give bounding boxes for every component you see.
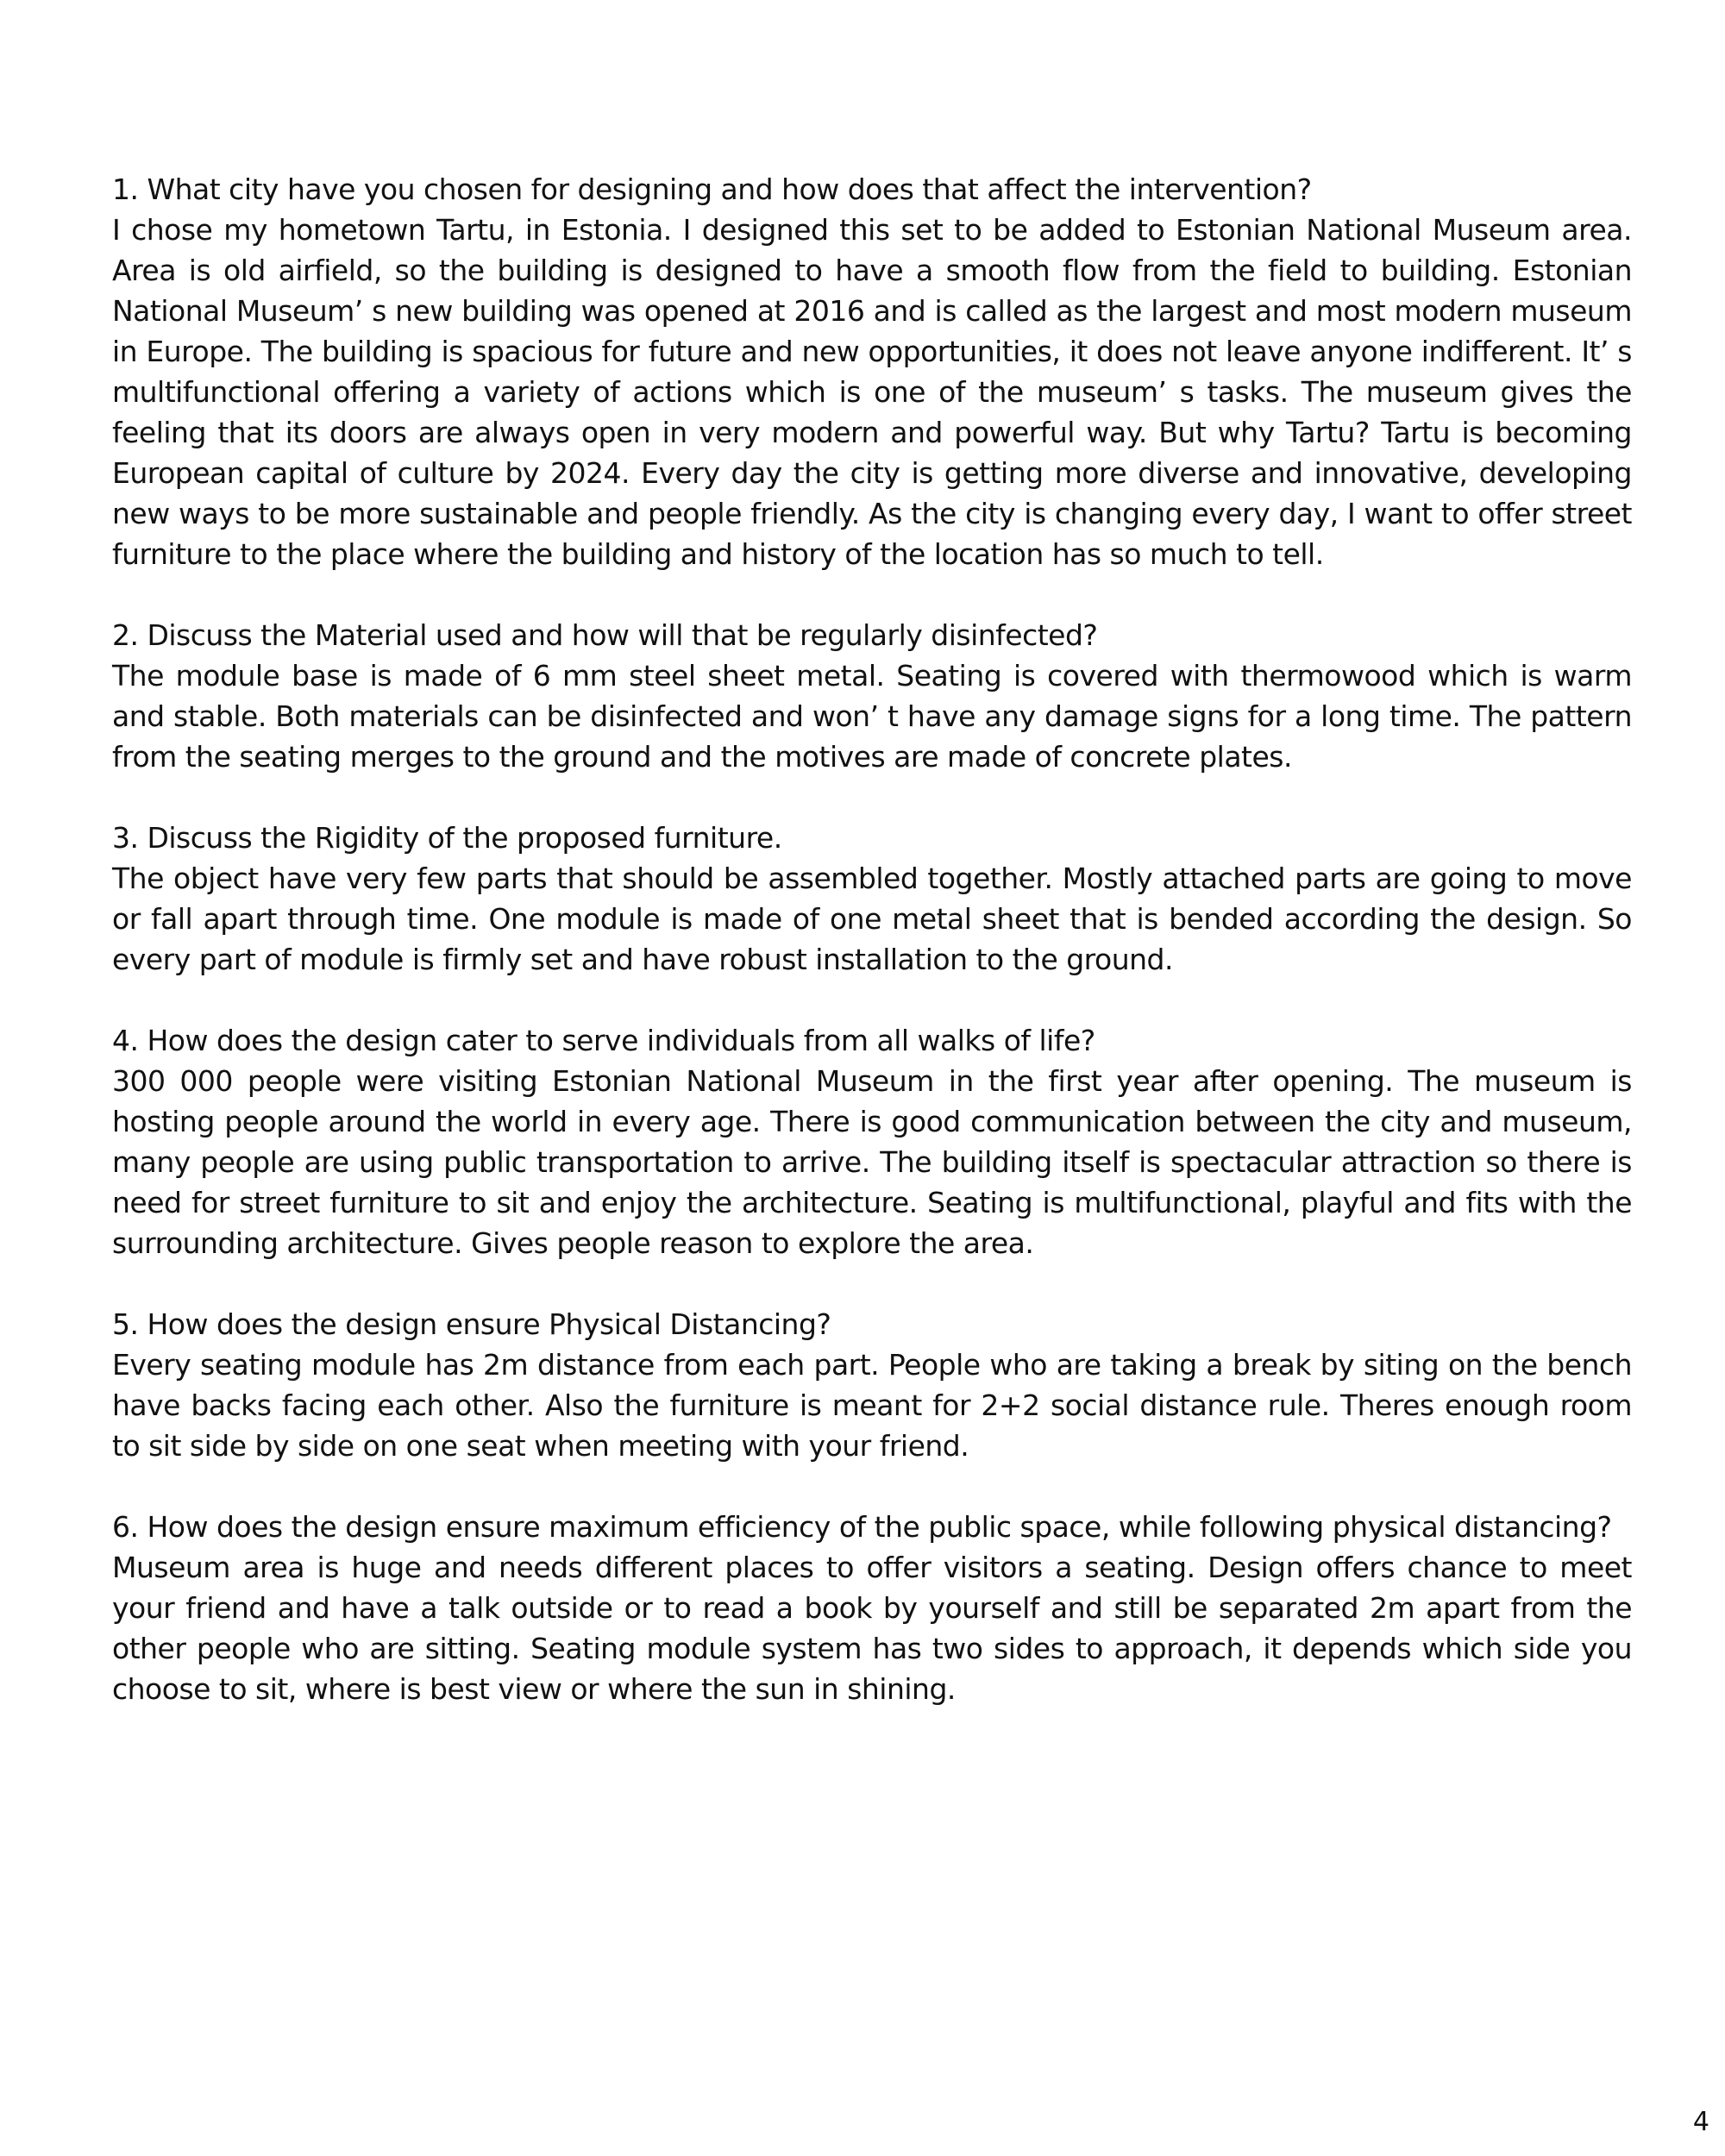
question-heading: 1. What city have you chosen for designing and how does that affect the intervention? bbox=[112, 172, 1312, 206]
answer-paragraph: The module base is made of 6 mm steel sheet metal. Seating is covered with thermowood which is warm and stable. Both materials can be disinfected and won’ t have any damage signs for a long time. The pattern from the seating merges to the ground and the motives are made of concrete plates. bbox=[112, 659, 1632, 774]
section-efficiency bbox=[112, 1507, 1632, 1709]
section-rigidity bbox=[112, 818, 1632, 980]
section-material bbox=[112, 615, 1632, 777]
answer-paragraph: I chose my hometown Tartu, in Estonia. I designed this set to be added to Estonian National Museum area. Area is old airfield, so the building is designed to have a smooth flow from the field to building. Estonian National Museum’ s new building was opened at 2016 and is called as the largest and most modern museum in Europe. The building is spacious for future and new opportunities, it does not leave anyone indifferent. It’ s multifunctional offering a variety of actions which is one of the museum’ s tasks. The museum gives the feeling that its doors are always open in very modern and powerful way. But why Tartu? Tartu is becoming European capital of culture by 2024. Every day the city is getting more diverse and innovative, developing new ways to be more sustainable and people friendly. As the city is changing every day, I want to offer street furniture to the place where the building and history of the location has so much to tell. bbox=[112, 213, 1632, 571]
question-heading: 6. How does the design ensure maximum efficiency of the public space, while following physical distancing? bbox=[112, 1510, 1612, 1544]
question-heading: 4. How does the design cater to serve individuals from all walks of life? bbox=[112, 1024, 1095, 1057]
page-number: 4 bbox=[1692, 2107, 1709, 2137]
answer-paragraph: 300 000 people were visiting Estonian National Museum in the first year after opening. The museum is hosting people around the world in every age. There is good communication between the city and museum, many people are using public transportation to arrive. The building itself is spectacular attraction so there is need for street furniture to sit and enjoy the architecture. Seating is multifunctional, playful and fits with the surrounding architecture. Gives people reason to explore the area. bbox=[112, 1064, 1632, 1260]
section-inclusivity bbox=[112, 1020, 1632, 1263]
question-heading: 5. How does the design ensure Physical Distancing? bbox=[112, 1307, 831, 1341]
answer-paragraph: Every seating module has 2m distance from each part. People who are taking a break by siting on the bench have backs facing each other. Also the furniture is meant for 2+2 social distance rule. Theres enough room to sit side by side on one seat when meeting with your friend. bbox=[112, 1348, 1632, 1463]
section-city bbox=[112, 169, 1632, 574]
section-distancing bbox=[112, 1304, 1632, 1466]
answer-paragraph: The object have very few parts that should be assembled together. Mostly attached parts are going to move or fall apart through time. One module is made of one metal sheet that is bended according the design. So every part of module is firmly set and have robust installation to the ground. bbox=[112, 862, 1632, 976]
question-heading: 2. Discuss the Material used and how will that be regularly disinfected? bbox=[112, 618, 1098, 652]
question-heading: 3. Discuss the Rigidity of the proposed furniture. bbox=[112, 821, 782, 855]
document-body bbox=[112, 169, 1632, 1750]
answer-paragraph: Museum area is huge and needs different places to offer visitors a seating. Design offers chance to meet your friend and have a talk outside or to read a book by yourself and still be separated 2m apart from the other people who are sitting. Seating module system has two sides to approach, it depends which side you choose to sit, where is best view or where the sun in shining. bbox=[112, 1551, 1632, 1706]
